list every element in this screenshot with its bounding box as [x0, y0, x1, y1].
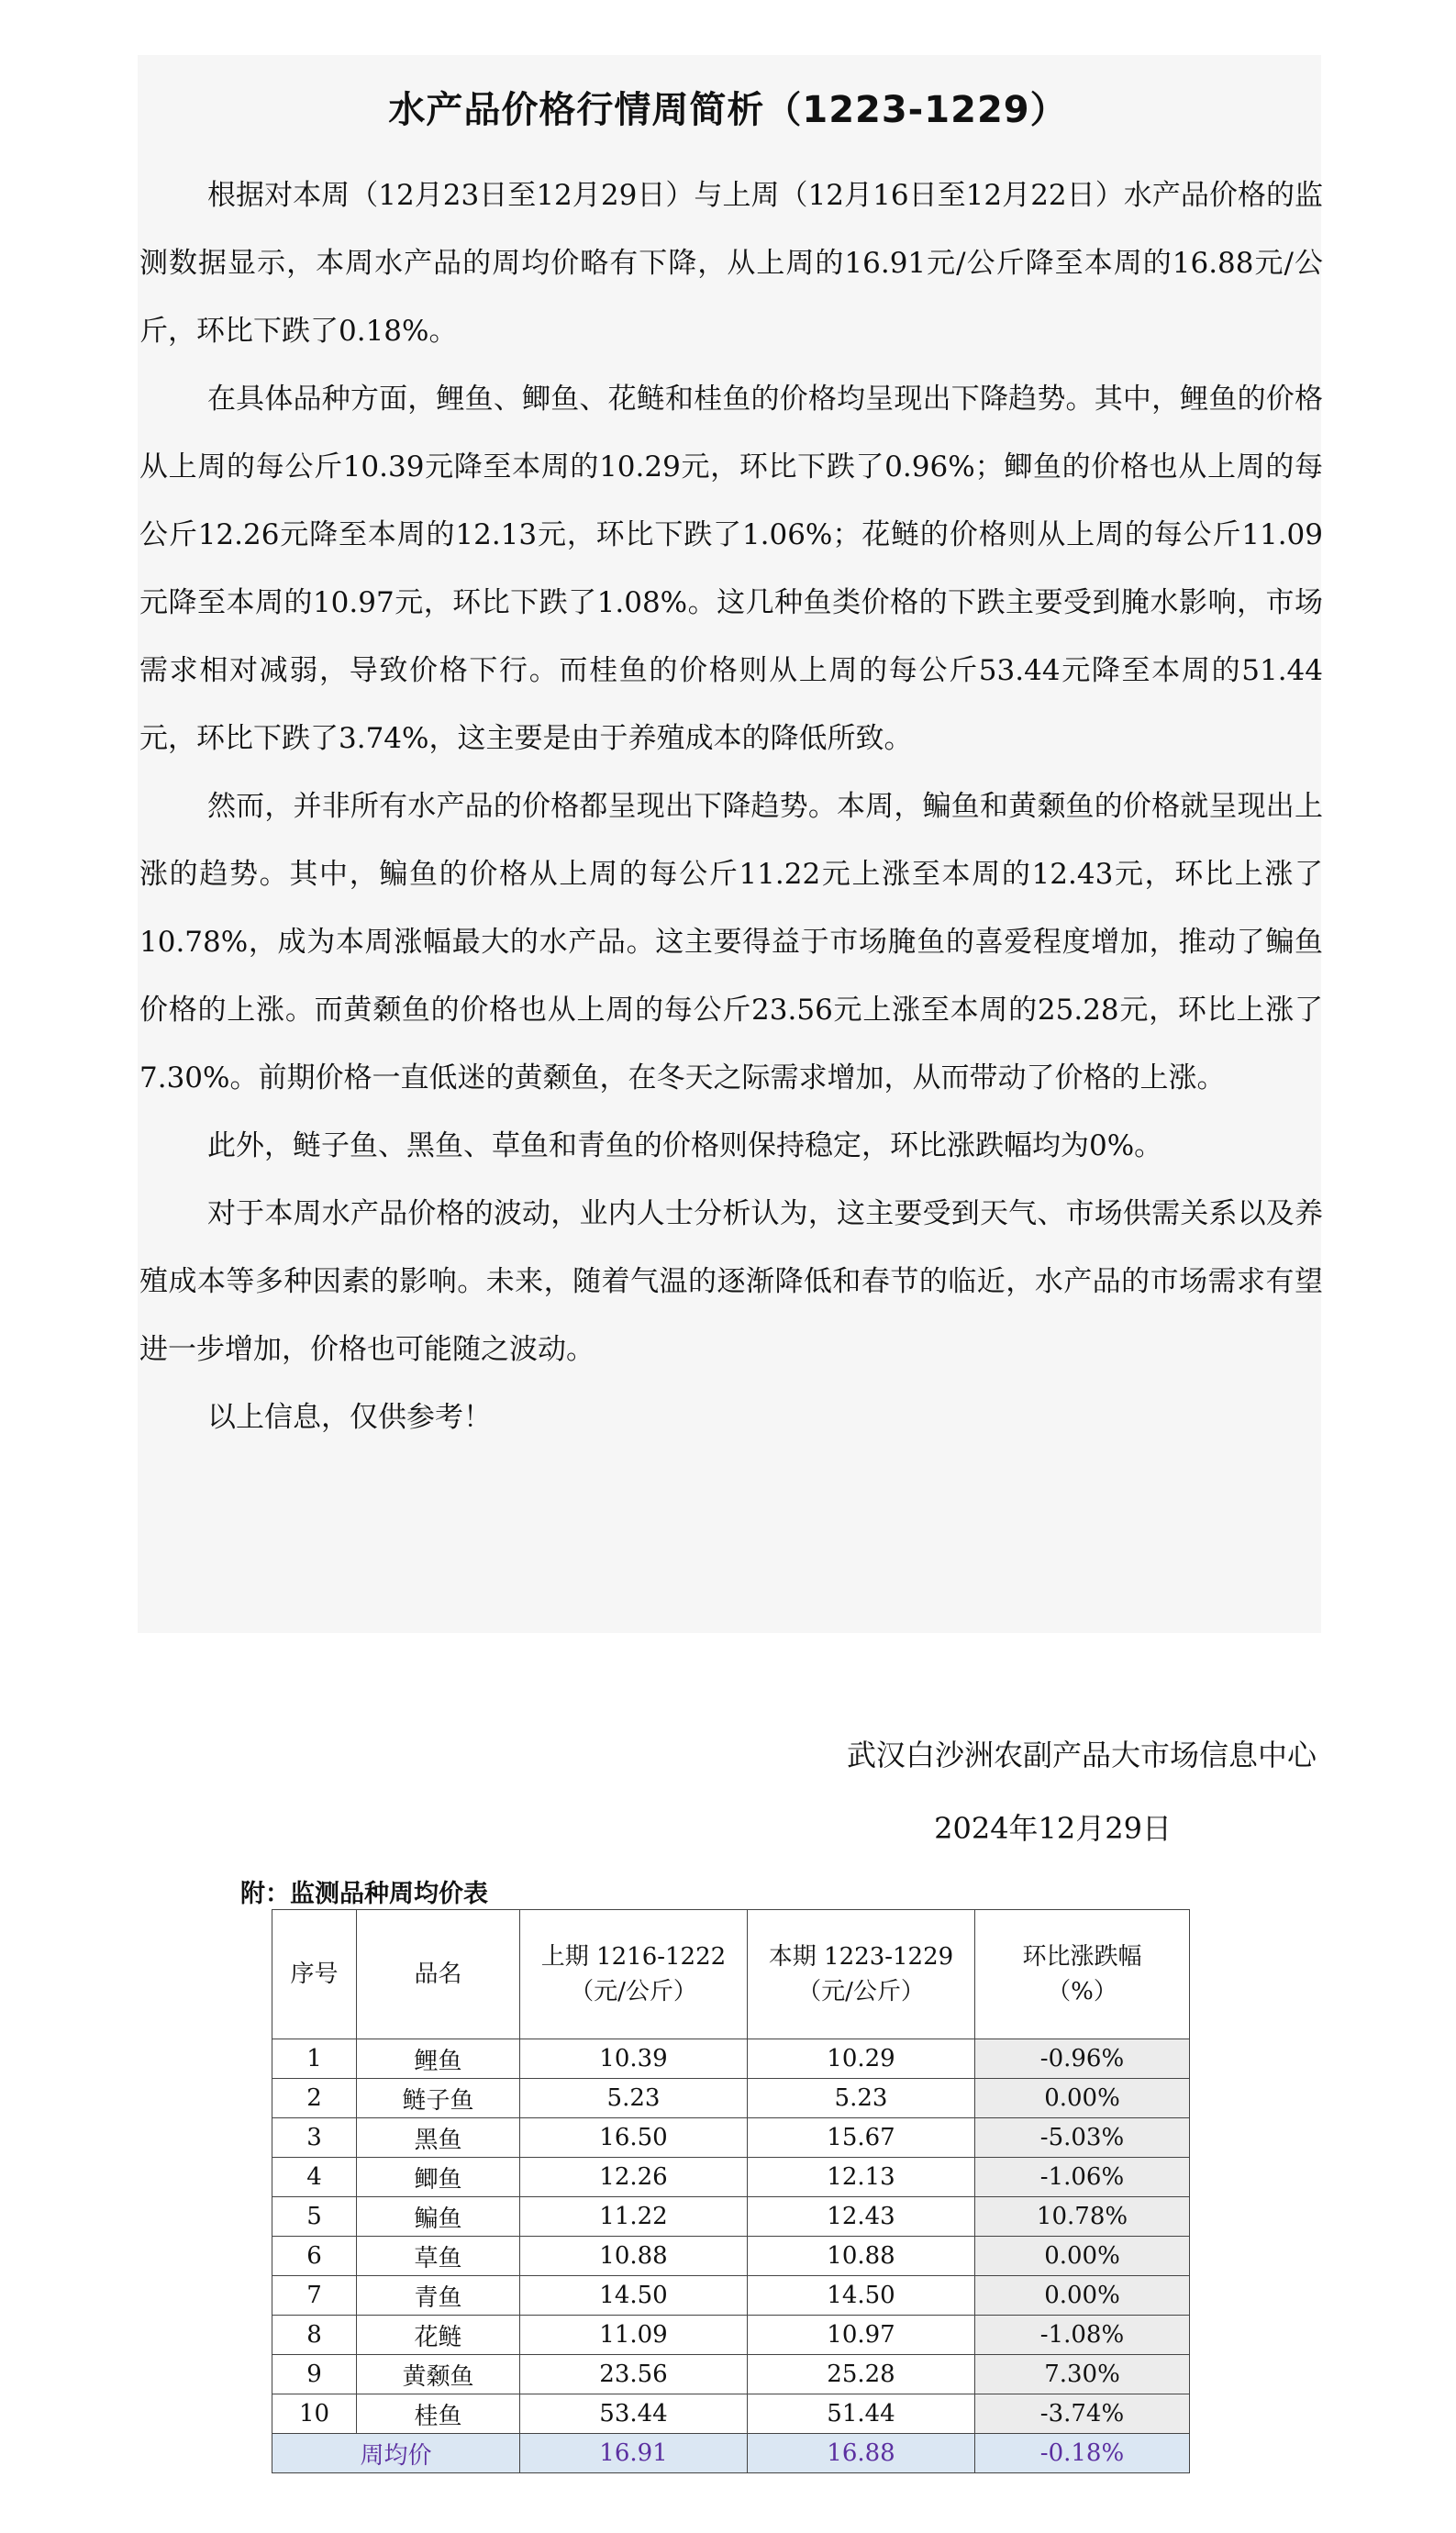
- cell-curr: 12.13: [748, 2158, 975, 2197]
- table-row: [272, 2197, 1190, 2237]
- cell-prev: 11.09: [520, 2316, 748, 2355]
- paragraph-declines: 在具体品种方面，鲤鱼、鲫鱼、花鲢和桂鱼的价格均呈现出下降趋势。其中，鲤鱼的价格从上周的每公斤10.39元降至本周的10.29元，环比下跌了0.96%；鲫鱼的价格也从上周的每公斤12.26元降至本周的12.13元，环比下跌了1.06%；花鲢的价格则从上周的每公斤11.09元降至本周的10.97元，环比下跌了1.08%。这几种鱼类价格的下跌主要受到腌水影响，市场需求相对减弱，导致价格下行。而桂鱼的价格则从上周的每公斤53.44元降至本周的51.44元，环比下跌了3.74%，这主要是由于养殖成本的降低所致。: [139, 383, 1323, 755]
- cell-average-label: 周均价: [272, 2434, 520, 2473]
- cell-no: 6: [272, 2237, 357, 2276]
- table-row: [272, 2158, 1190, 2197]
- table-header-row: [272, 1910, 1190, 2039]
- signature-organization: 武汉白沙洲农副产品大市场信息中心: [846, 1738, 1317, 1772]
- header-curr-period: 本期 1223-1229: [768, 1943, 954, 1971]
- cell-name: 黑鱼: [357, 2118, 520, 2158]
- header-curr-unit: （元/公斤）: [797, 1978, 925, 2005]
- cell-name: 黄颡鱼: [357, 2355, 520, 2394]
- cell-no: 1: [272, 2039, 357, 2079]
- table-row: [272, 2276, 1190, 2316]
- paragraph-summary: 根据对本周（12月23日至12月29日）与上周（12月16日至12月22日）水产品价格的监测数据显示，本周水产品的周均价略有下降，从上周的16.91元/公斤降至本周的16.88元/公斤，环比下跌了0.18%。: [139, 179, 1323, 348]
- signature-date: 2024年12月29日: [934, 1811, 1172, 1846]
- cell-curr: 5.23: [748, 2079, 975, 2118]
- header-prev-period: 上期 1216-1222: [540, 1943, 727, 1971]
- table-row: [272, 2355, 1190, 2394]
- cell-no: 10: [272, 2394, 357, 2434]
- cell-no: 3: [272, 2118, 357, 2158]
- cell-prev: 11.22: [520, 2197, 748, 2237]
- cell-average-chg: -0.18%: [975, 2434, 1190, 2473]
- cell-curr: 15.67: [748, 2118, 975, 2158]
- cell-curr: 14.50: [748, 2276, 975, 2316]
- cell-chg: 0.00%: [975, 2276, 1190, 2316]
- table-row: [272, 2079, 1190, 2118]
- table-row: [272, 2237, 1190, 2276]
- table-row: [272, 2118, 1190, 2158]
- cell-chg: -0.96%: [975, 2039, 1190, 2079]
- cell-prev: 16.50: [520, 2118, 748, 2158]
- cell-name: 鲫鱼: [357, 2158, 520, 2197]
- cell-chg: 10.78%: [975, 2197, 1190, 2237]
- cell-name: 草鱼: [357, 2237, 520, 2276]
- header-chg-unit: （%）: [1047, 1978, 1117, 2005]
- cell-average-prev: 16.91: [520, 2434, 748, 2473]
- cell-average-curr: 16.88: [748, 2434, 975, 2473]
- cell-curr: 12.43: [748, 2197, 975, 2237]
- header-chg: [975, 1910, 1190, 2039]
- cell-prev: 14.50: [520, 2276, 748, 2316]
- cell-chg: -5.03%: [975, 2118, 1190, 2158]
- cell-chg: 7.30%: [975, 2355, 1190, 2394]
- cell-chg: 0.00%: [975, 2079, 1190, 2118]
- cell-chg: -3.74%: [975, 2394, 1190, 2434]
- cell-curr: 10.97: [748, 2316, 975, 2355]
- header-prev-unit: （元/公斤）: [570, 1978, 697, 2005]
- cell-name: 鲤鱼: [357, 2039, 520, 2079]
- paragraph-disclaimer: 以上信息，仅供参考！: [207, 1401, 492, 1434]
- table-row: [272, 2394, 1190, 2434]
- cell-no: 8: [272, 2316, 357, 2355]
- cell-curr: 10.29: [748, 2039, 975, 2079]
- cell-name: 鳊鱼: [357, 2197, 520, 2237]
- table-caption: 附：监测品种周均价表: [240, 1880, 488, 1908]
- cell-curr: 25.28: [748, 2355, 975, 2394]
- cell-curr: 10.88: [748, 2237, 975, 2276]
- cell-prev: 12.26: [520, 2158, 748, 2197]
- cell-chg: -1.06%: [975, 2158, 1190, 2197]
- cell-name: 桂鱼: [357, 2394, 520, 2434]
- cell-chg: -1.08%: [975, 2316, 1190, 2355]
- cell-prev: 5.23: [520, 2079, 748, 2118]
- cell-curr: 51.44: [748, 2394, 975, 2434]
- cell-no: 5: [272, 2197, 357, 2237]
- cell-no: 9: [272, 2355, 357, 2394]
- table-row: [272, 2316, 1190, 2355]
- header-curr: [748, 1910, 975, 2039]
- paragraph-stable: 此外，鲢子鱼、黑鱼、草鱼和青鱼的价格则保持稳定，环比涨跌幅均为0%。: [207, 1129, 1163, 1162]
- cell-no: 4: [272, 2158, 357, 2197]
- cell-chg: 0.00%: [975, 2237, 1190, 2276]
- cell-prev: 10.88: [520, 2237, 748, 2276]
- table-average-row: [272, 2434, 1190, 2473]
- cell-prev: 10.39: [520, 2039, 748, 2079]
- page-title: 水产品价格行情周简析（1223-1229）: [388, 89, 1068, 131]
- paragraph-outlook: 对于本周水产品价格的波动，业内人士分析认为，这主要受到天气、市场供需关系以及养殖成本等多种因素的影响。未来，随着气温的逐渐降低和春节的临近，水产品的市场需求有望进一步增加，价格也可能随之波动。: [139, 1197, 1323, 1366]
- cell-name: 青鱼: [357, 2276, 520, 2316]
- cell-prev: 23.56: [520, 2355, 748, 2394]
- table-row: [272, 2039, 1190, 2079]
- paragraph-increases: 然而，并非所有水产品的价格都呈现出下降趋势。本周，鳊鱼和黄颡鱼的价格就呈现出上涨的趋势。其中，鳊鱼的价格从上周的每公斤11.22元上涨至本周的12.43元，环比上涨了10.78%，成为本周涨幅最大的水产品。这主要得益于市场腌鱼的喜爱程度增加，推动了鳊鱼价格的上涨。而黄颡鱼的价格也从上周的每公斤23.56元上涨至本周的25.28元，环比上涨了7.30%。前期价格一直低迷的黄颡鱼，在冬天之际需求增加，从而带动了价格的上涨。: [139, 790, 1323, 1094]
- header-chg-label: 环比涨跌幅: [1022, 1943, 1142, 1971]
- article-body: [139, 161, 1323, 1451]
- header-no: 序号: [272, 1910, 357, 2039]
- cell-name: 花鲢: [357, 2316, 520, 2355]
- cell-no: 7: [272, 2276, 357, 2316]
- cell-no: 2: [272, 2079, 357, 2118]
- header-prev: [520, 1910, 748, 2039]
- price-table: [272, 1909, 1190, 2473]
- header-name: 品名: [357, 1910, 520, 2039]
- cell-prev: 53.44: [520, 2394, 748, 2434]
- cell-name: 鲢子鱼: [357, 2079, 520, 2118]
